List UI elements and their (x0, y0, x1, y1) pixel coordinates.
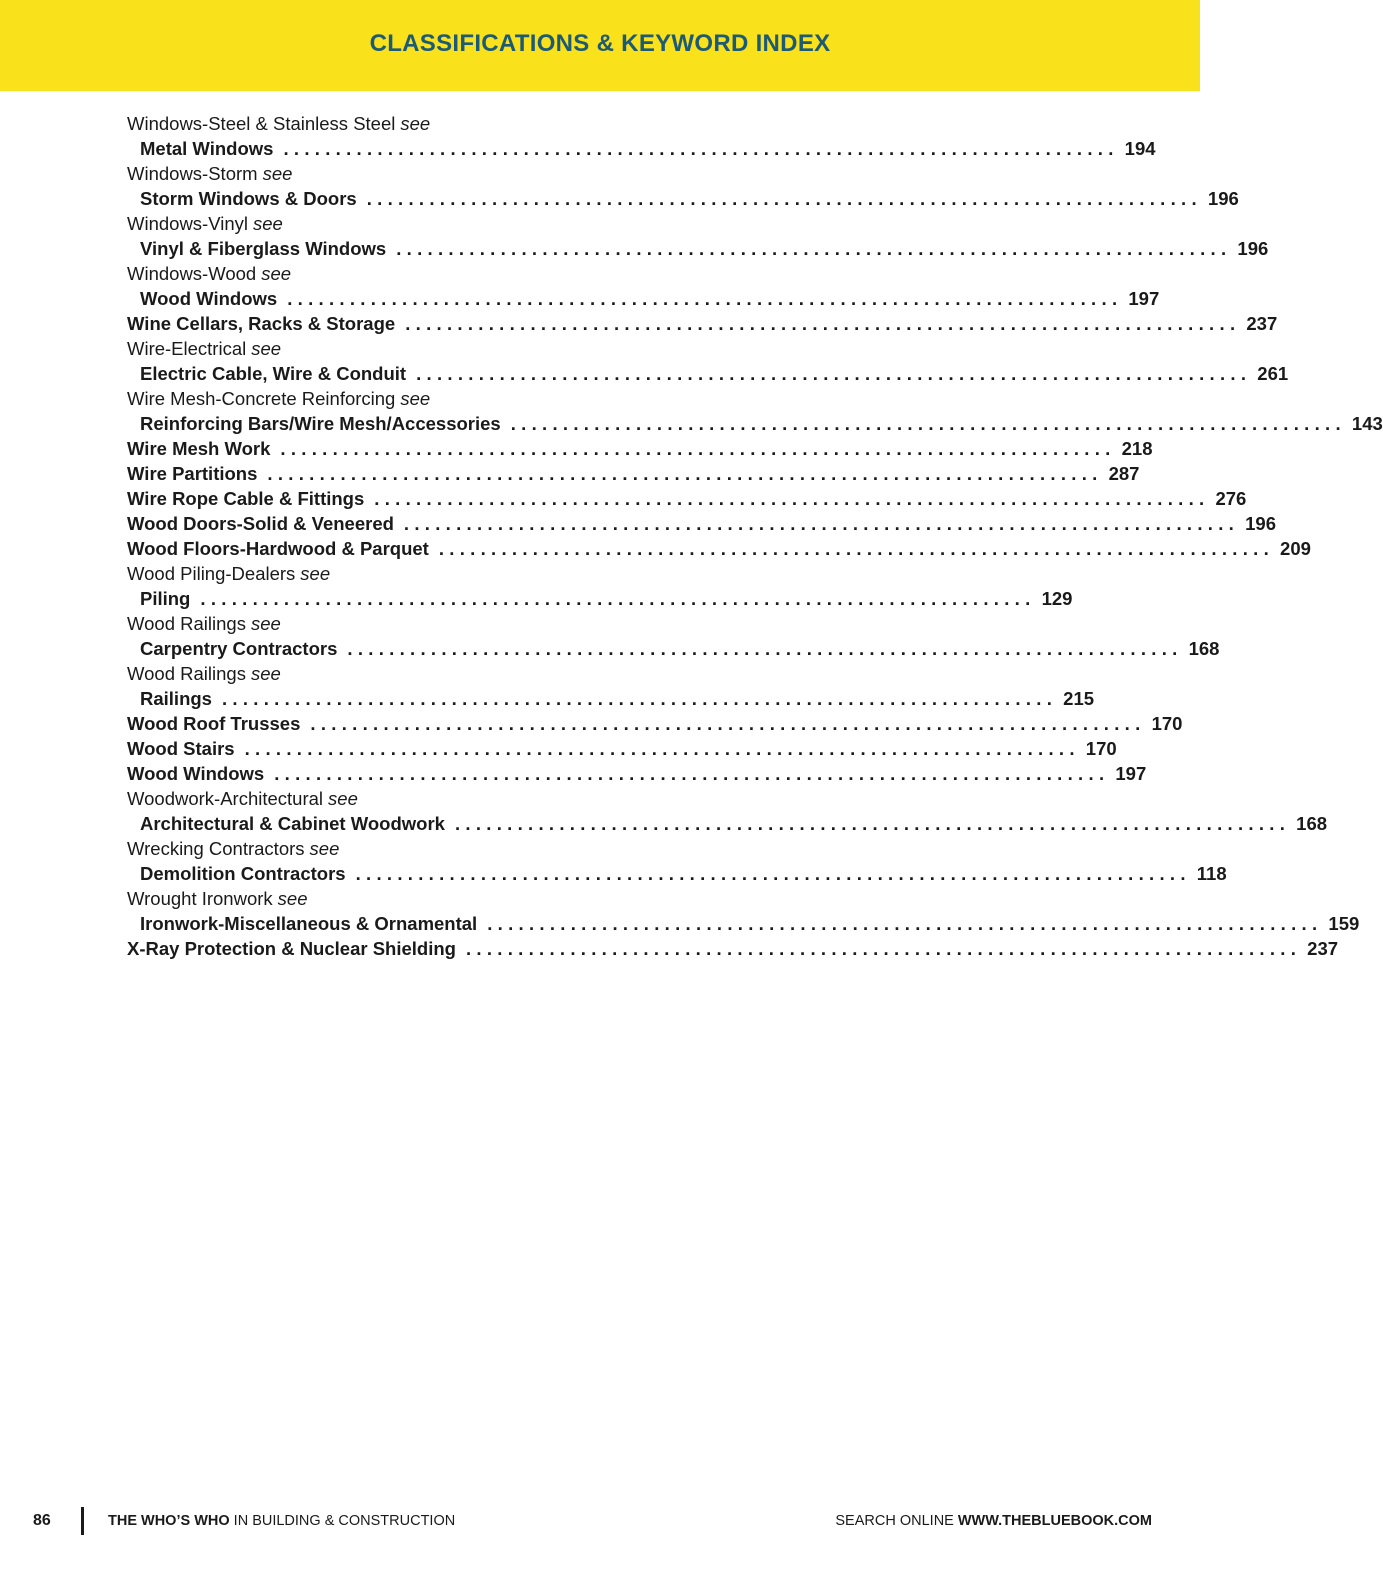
index-cross-reference (127, 211, 579, 236)
entry-name: Wood Roof Trusses (127, 713, 301, 734)
entry-name: Railings (140, 688, 212, 709)
entry-page-number: 196 (1207, 188, 1239, 209)
dot-leader: ................................................................................ (287, 288, 1123, 309)
entry-page-number: 168 (1188, 638, 1220, 659)
entry-name: Wood Railings (127, 613, 246, 634)
entry-page-number: 209 (1280, 538, 1311, 559)
dot-leader: ................................................................................ (465, 938, 1302, 959)
see-reference: see (262, 163, 293, 184)
keyword-index-list (127, 111, 1383, 961)
index-entry[interactable] (127, 536, 1311, 561)
entry-name: Metal Windows (140, 138, 274, 159)
dot-leader: ................................................................................ (403, 513, 1240, 534)
index-entry[interactable] (127, 936, 1339, 961)
page-footer (0, 1500, 1200, 1544)
entry-page-number: 159 (1328, 913, 1360, 934)
entry-name: Storm Windows & Doors (140, 188, 357, 209)
entry-page-number: 168 (1296, 813, 1328, 834)
entry-name: Wood Doors-Solid & Veneered (127, 513, 394, 534)
entry-name: Electric Cable, Wire & Conduit (140, 363, 407, 384)
entry-name: Woodwork-Architectural (127, 788, 324, 809)
entry-name: Piling (140, 588, 191, 609)
dot-leader: ................................................................................ (454, 813, 1291, 834)
index-entry[interactable] (127, 736, 1117, 761)
index-entry[interactable] (127, 236, 1269, 261)
entry-page-number: 261 (1257, 363, 1289, 384)
entry-name: Wood Floors-Hardwood & Parquet (127, 538, 429, 559)
index-entry[interactable] (127, 436, 1153, 461)
entry-name: Wood Windows (127, 763, 265, 784)
header-banner (0, 0, 1200, 91)
entry-page-number: 276 (1215, 488, 1247, 509)
dot-leader: ................................................................................ (221, 688, 1058, 709)
entry-page-number: 143 (1351, 413, 1383, 434)
see-reference: see (328, 788, 358, 809)
index-entry[interactable] (127, 186, 1239, 211)
entry-page-number: 196 (1245, 513, 1276, 534)
entry-name: Wire Mesh-Concrete Reinforcing (127, 388, 396, 409)
entry-page-number: 237 (1246, 313, 1278, 334)
entry-name: Wood Railings (127, 663, 246, 684)
dot-leader: ................................................................................ (267, 463, 1103, 484)
entry-page-number: 194 (1124, 138, 1156, 159)
see-reference: see (252, 213, 283, 234)
entry-page-number: 218 (1121, 438, 1153, 459)
entry-name: Wrecking Contractors (127, 838, 305, 859)
entry-page-number: 196 (1237, 238, 1269, 259)
entry-name: Wine Cellars, Racks & Storage (127, 313, 396, 334)
entry-name: Carpentry Contractors (140, 638, 338, 659)
index-cross-reference (127, 111, 579, 136)
entry-name: Wire Rope Cable & Fittings (127, 488, 365, 509)
index-entry[interactable] (127, 486, 1247, 511)
entry-name: Ironwork-Miscellaneous & Ornamental (140, 913, 478, 934)
entry-page-number: 197 (1115, 763, 1147, 784)
index-entry[interactable] (127, 511, 1276, 536)
publication-name (108, 1513, 455, 1529)
see-reference: see (277, 888, 308, 909)
entry-name: Architectural & Cabinet Woodwork (140, 813, 445, 834)
see-reference: see (300, 563, 331, 584)
index-cross-reference (127, 836, 579, 861)
entry-name: Wood Windows (140, 288, 278, 309)
entry-name: Windows-Storm (127, 163, 258, 184)
entry-name: Wood Piling-Dealers (127, 563, 296, 584)
entry-name: Windows-Steel & Stainless Steel (127, 113, 396, 134)
entry-page-number: 215 (1063, 688, 1095, 709)
index-cross-reference (127, 261, 579, 286)
dot-leader: ................................................................................ (416, 363, 1252, 384)
entry-page-number: 197 (1128, 288, 1160, 309)
page-title: CLASSIFICATIONS & KEYWORD INDEX (369, 29, 831, 57)
entry-name: Wire Partitions (127, 463, 258, 484)
dot-leader: ................................................................................ (366, 188, 1202, 209)
entry-page-number: 118 (1196, 863, 1227, 884)
entry-page-number: 129 (1041, 588, 1073, 609)
index-cross-reference (127, 386, 579, 411)
index-entry[interactable] (127, 311, 1278, 336)
index-cross-reference (127, 161, 579, 186)
index-cross-reference (127, 786, 579, 811)
dot-leader: ................................................................................ (374, 488, 1210, 509)
entry-name: Reinforcing Bars/Wire Mesh/Accessories (140, 413, 501, 434)
index-entry[interactable] (127, 586, 1073, 611)
entry-page-number: 287 (1108, 463, 1140, 484)
entry-name: X-Ray Protection & Nuclear Shielding (127, 938, 456, 959)
see-reference: see (251, 338, 282, 359)
dot-leader: ................................................................................ (310, 713, 1146, 734)
entry-name: Wire Mesh Work (127, 438, 271, 459)
index-entry[interactable] (127, 636, 1220, 661)
dot-leader: ................................................................................ (280, 438, 1116, 459)
dot-leader: ................................................................................ (510, 413, 1346, 434)
dot-leader: ................................................................................ (274, 763, 1110, 784)
index-cross-reference (127, 611, 579, 636)
entry-page-number: 170 (1151, 713, 1183, 734)
dot-leader: ................................................................................ (244, 738, 1080, 759)
index-cross-reference (127, 886, 579, 911)
publication-name-bold: THE WHO’S WHO (108, 1513, 230, 1529)
entry-name: Windows-Vinyl (127, 213, 248, 234)
see-reference: see (400, 388, 431, 409)
index-entry[interactable] (127, 411, 1383, 436)
dot-leader: ................................................................................ (487, 913, 1323, 934)
index-cross-reference (127, 336, 579, 361)
see-reference: see (250, 663, 281, 684)
entry-name: Wire-Electrical (127, 338, 247, 359)
index-entry[interactable] (127, 911, 1360, 936)
index-entry[interactable] (127, 361, 1289, 386)
publication-name-rest: IN BUILDING & CONSTRUCTION (229, 1513, 456, 1529)
see-reference: see (400, 113, 431, 134)
index-entry[interactable] (127, 761, 1147, 786)
dot-leader: ................................................................................ (405, 313, 1241, 334)
index-entry[interactable] (127, 136, 1156, 161)
index-entry[interactable] (127, 861, 1227, 886)
search-online-prefix: SEARCH ONLINE (835, 1513, 958, 1529)
index-cross-reference (127, 661, 579, 686)
index-entry[interactable] (127, 686, 1095, 711)
search-online (835, 1513, 1152, 1529)
page-number: 86 (33, 1512, 51, 1529)
website-link[interactable]: WWW.THEBLUEBOOK.COM (957, 1513, 1152, 1529)
entry-page-number: 237 (1307, 938, 1339, 959)
entry-name: Wood Stairs (127, 738, 235, 759)
dot-leader: ................................................................................ (396, 238, 1232, 259)
entry-name: Windows-Wood (127, 263, 257, 284)
entry-name: Demolition Contractors (140, 863, 346, 884)
dot-leader: ................................................................................ (355, 863, 1191, 884)
entry-page-number: 170 (1085, 738, 1117, 759)
index-entry[interactable] (127, 811, 1328, 836)
footer-divider (81, 1507, 84, 1535)
see-reference: see (250, 613, 281, 634)
entry-name: Vinyl & Fiberglass Windows (140, 238, 387, 259)
see-reference: see (261, 263, 292, 284)
index-entry[interactable] (127, 286, 1160, 311)
index-entry[interactable] (127, 711, 1183, 736)
entry-name: Wrought Ironwork (127, 888, 273, 909)
dot-leader: ................................................................................ (200, 588, 1036, 609)
index-cross-reference (127, 561, 579, 586)
index-entry[interactable] (127, 461, 1140, 486)
dot-leader: ................................................................................ (438, 538, 1275, 559)
see-reference: see (309, 838, 340, 859)
dot-leader: ................................................................................ (283, 138, 1119, 159)
dot-leader: ................................................................................ (347, 638, 1183, 659)
